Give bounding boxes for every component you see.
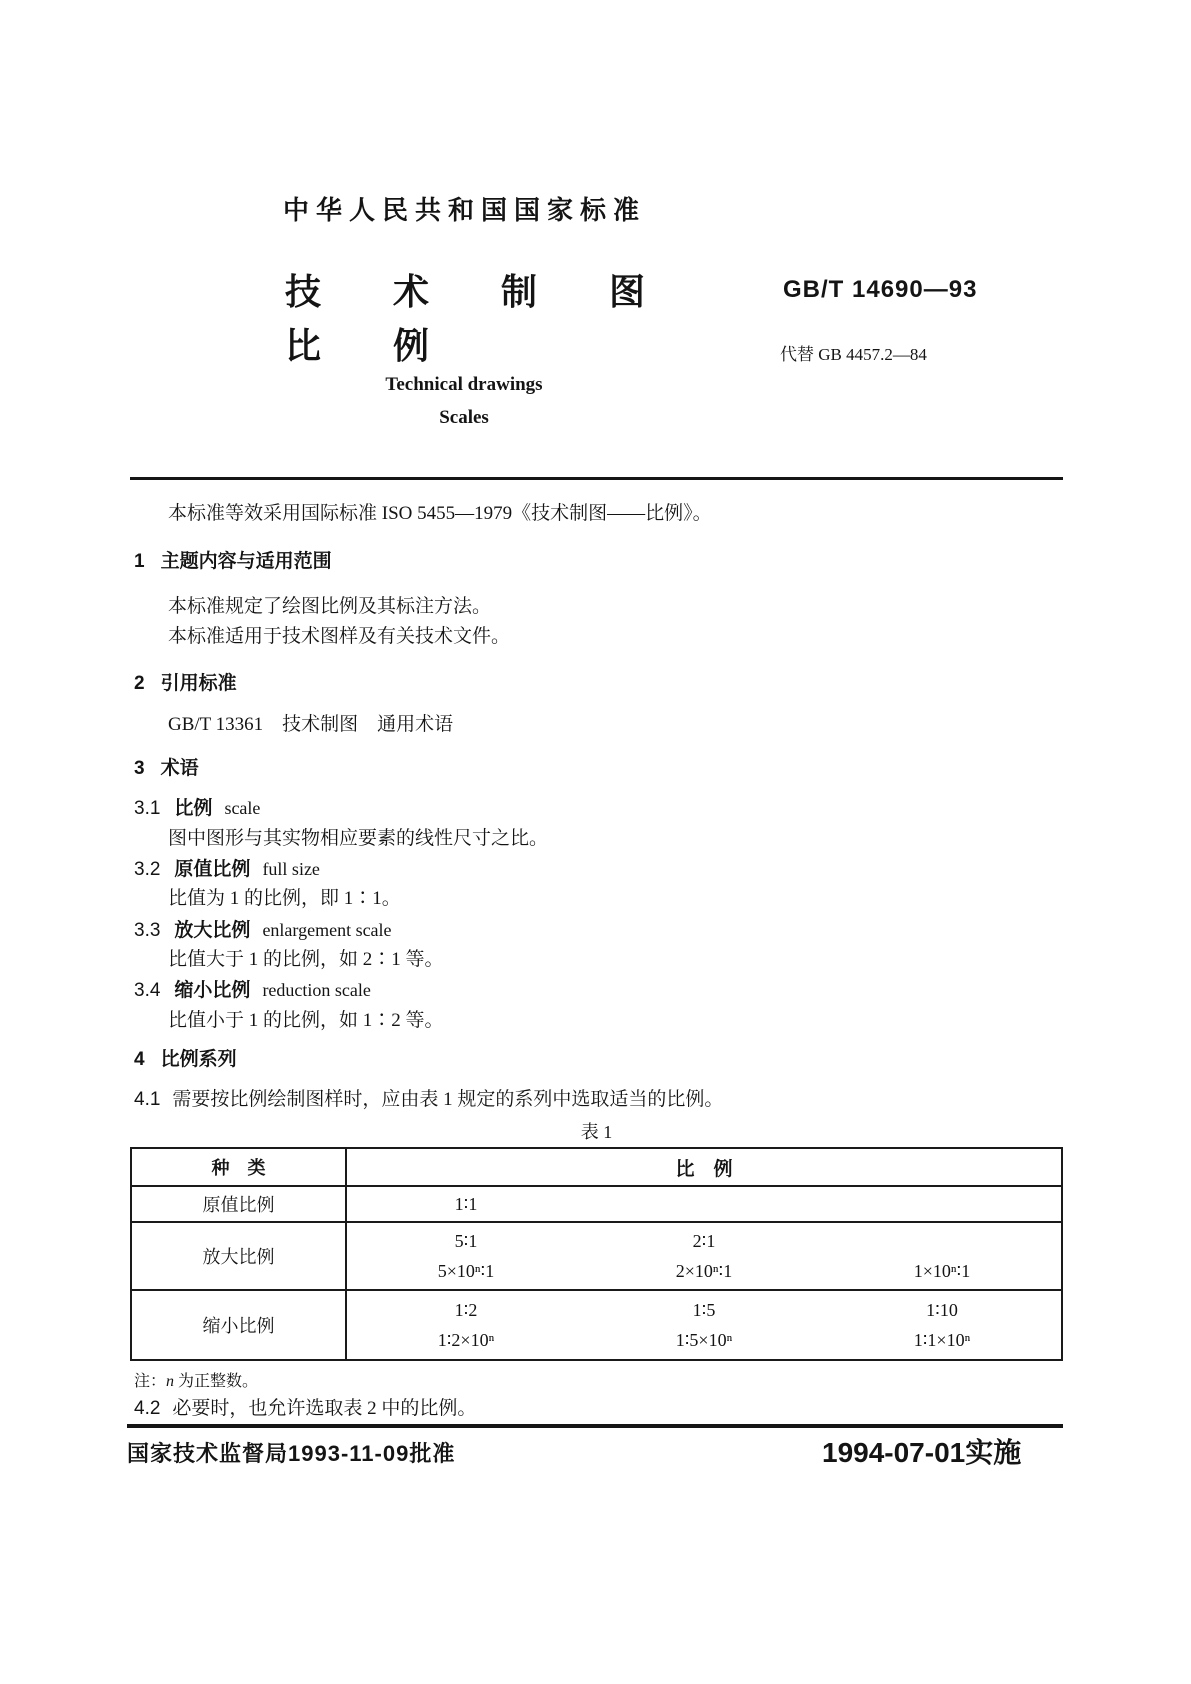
term-3-2-number: 3.2 — [134, 859, 161, 880]
table-cell: 1∶2 — [454, 1300, 478, 1320]
clause-4-1 — [134, 1084, 723, 1111]
note-suffix: 为正整数。 — [174, 1373, 259, 1390]
enlargement-values-line2 — [347, 1256, 1061, 1286]
term-3-1-definition: 图中图形与其实物相应要素的线性尺寸之比。 — [168, 828, 549, 849]
row-kind-full-size: 原值比例 — [132, 1187, 347, 1221]
title-en-line1: Technical drawings — [385, 374, 543, 395]
term-3-3-zh: 放大比例 — [174, 920, 251, 941]
table-header-row — [132, 1149, 1061, 1185]
term-3-2-definition: 比值为 1 的比例，即 1∶1。 — [168, 888, 401, 909]
reduction-values-line1 — [347, 1295, 1061, 1325]
clause-4-2 — [134, 1393, 476, 1420]
table-cell: 1∶1 — [454, 1194, 478, 1214]
title-zh-line1: 技术制图 — [285, 271, 718, 312]
term-3-1-heading — [134, 793, 260, 820]
table-cell: 2×10ⁿ∶1 — [675, 1261, 733, 1281]
title-zh-line2: 比例 — [285, 325, 502, 366]
intro-paragraph: 本标准等效采用国际标准 ISO 5455—1979《技术制图——比例》。 — [168, 503, 712, 524]
clause-4-2-number: 4.2 — [134, 1398, 161, 1419]
standard-org-title: 中华人民共和国国家标准 — [283, 195, 647, 225]
term-3-3-definition: 比值大于 1 的比例，如 2∶1 等。 — [168, 949, 444, 970]
implementation-text: 1994-07-01实施 — [822, 1437, 1022, 1468]
row-kind-enlargement: 放大比例 — [132, 1223, 347, 1289]
top-rule — [130, 477, 1063, 480]
section-4-title: 比例系列 — [160, 1049, 237, 1070]
standard-number: GB/T 14690—93 — [783, 276, 978, 303]
table-row-reduction — [132, 1289, 1061, 1359]
title-en-block — [283, 374, 645, 429]
term-3-1-number: 3.1 — [134, 798, 161, 819]
term-3-2-zh: 原值比例 — [174, 859, 251, 880]
full-size-values — [347, 1189, 1061, 1219]
section-4-number: 4 — [134, 1049, 145, 1070]
replaces-note: 代替 GB 4457.2—84 — [780, 345, 927, 364]
term-3-4-definition: 比值小于 1 的比例，如 1∶2 等。 — [168, 1010, 444, 1031]
section-2-reference: GB/T 13361 技术制图 通用术语 — [168, 714, 454, 735]
term-3-1-zh: 比例 — [174, 798, 213, 819]
term-3-4-heading — [134, 975, 371, 1002]
table-cell: 1×10ⁿ∶1 — [913, 1261, 971, 1281]
term-3-2-en: full size — [262, 859, 320, 879]
section-1-number: 1 — [134, 551, 145, 572]
note-prefix: 注： — [134, 1373, 167, 1390]
term-3-3-number: 3.3 — [134, 920, 161, 941]
table-1-caption: 表 1 — [580, 1122, 613, 1142]
table-header-scale-label: 比 例 — [675, 1158, 733, 1180]
term-3-3-heading — [134, 915, 392, 942]
table-cell: 1∶1×10ⁿ — [913, 1330, 971, 1350]
table-cell: 5×10ⁿ∶1 — [437, 1261, 495, 1281]
table-row-full-size — [132, 1185, 1061, 1221]
table-cell — [823, 1226, 1061, 1256]
section-3-heading — [134, 753, 199, 780]
section-3-title: 术语 — [160, 758, 199, 779]
approval-text: 国家技术监督局1993-11-09批准 — [127, 1441, 456, 1466]
term-3-2-heading — [134, 854, 320, 881]
term-3-4-en: reduction scale — [262, 980, 371, 1000]
clause-4-1-text: 需要按比例绘制图样时，应由表 1 规定的系列中选取适当的比例。 — [172, 1089, 724, 1110]
table-note — [134, 1368, 258, 1391]
reduction-values-line2 — [347, 1325, 1061, 1355]
table-row-enlargement — [132, 1221, 1061, 1289]
enlargement-values-line1 — [347, 1226, 1061, 1256]
table-cell: 1∶10 — [926, 1300, 958, 1320]
term-3-4-number: 3.4 — [134, 980, 161, 1001]
bottom-rule — [127, 1424, 1063, 1428]
table-header-kind: 种 类 — [132, 1149, 347, 1185]
scale-series-table — [130, 1147, 1063, 1361]
table-cell: 1∶5 — [692, 1300, 716, 1320]
section-4-heading — [134, 1044, 237, 1071]
section-1-heading — [134, 546, 332, 573]
table-cell — [585, 1189, 823, 1219]
term-3-1-en: scale — [224, 798, 261, 818]
section-3-number: 3 — [134, 758, 145, 779]
row-kind-reduction: 缩小比例 — [132, 1291, 347, 1359]
term-3-4-zh: 缩小比例 — [174, 980, 251, 1001]
section-1-paragraph-2: 本标准适用于技术图样及有关技术文件。 — [168, 626, 511, 647]
clause-4-1-number: 4.1 — [134, 1089, 161, 1110]
table-cell: 1∶2×10ⁿ — [437, 1330, 495, 1350]
term-3-3-en: enlargement scale — [262, 920, 392, 940]
note-variable-n: n — [166, 1373, 175, 1390]
section-1-paragraph-1: 本标准规定了绘图比例及其标注方法。 — [168, 596, 492, 617]
clause-4-2-text: 必要时，也允许选取表 2 中的比例。 — [172, 1398, 477, 1419]
table-cell — [823, 1189, 1061, 1219]
table-cell: 1∶5×10ⁿ — [675, 1330, 733, 1350]
section-2-heading — [134, 668, 237, 695]
title-en-line2: Scales — [439, 407, 489, 428]
section-2-number: 2 — [134, 673, 145, 694]
section-2-title: 引用标准 — [160, 673, 237, 694]
table-cell: 2∶1 — [692, 1231, 716, 1251]
table-header-scale — [347, 1149, 1061, 1185]
table-cell: 5∶1 — [454, 1231, 478, 1251]
section-1-title: 主题内容与适用范围 — [160, 551, 332, 572]
